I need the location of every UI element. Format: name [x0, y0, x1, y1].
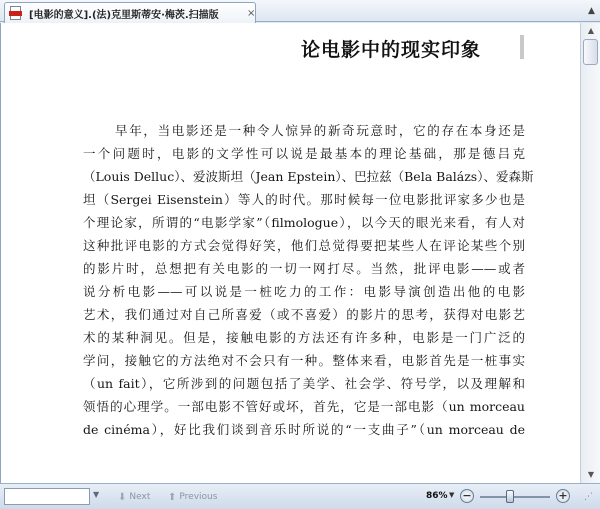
text-line: 领悟的心理学。一部电影不管好或坏，首先，它是一部电影（un morceau [83, 399, 525, 414]
scroll-up-icon[interactable]: ▲ [587, 26, 595, 35]
zoom-slider-track[interactable] [480, 496, 550, 498]
title-bar-mark [520, 35, 524, 59]
previous-button[interactable] [168, 489, 217, 505]
zoom-dropdown-icon[interactable]: ▼ [449, 491, 455, 499]
tab-scroll-up-icon[interactable]: ▲ [588, 6, 595, 16]
close-tab-icon[interactable]: × [247, 8, 256, 19]
text-line: 早年，当电影还是一种令人惊异的新奇玩意时，它的存在本身还是 [115, 123, 525, 138]
bottom-toolbar [0, 483, 600, 509]
pdf-document-icon [9, 6, 23, 21]
text-line: 坦（Sergei Eisenstein）等人的时代。那时候每一位电影批评家多少也是 [83, 192, 525, 207]
zoom-level[interactable]: 86% [426, 491, 448, 501]
zoom-in-button[interactable]: + [556, 489, 570, 503]
text-line: 一个问题时，电影的文学性可以说是最基本的理论基础，那是德吕克 [83, 146, 525, 161]
text-line: de cinéma），好比我们谈到音乐时所说的“一支曲子”（un morceau de [83, 422, 525, 437]
next-label: Next [129, 492, 151, 502]
chapter-title: 论电影中的现实印象 [301, 39, 482, 61]
find-input[interactable] [4, 488, 90, 505]
tab-title: [电影的意义].(法)克里斯蒂安·梅茨.扫描版 [29, 9, 219, 21]
document-tab[interactable] [4, 2, 256, 23]
text-line: 个理论家，所谓的“电影学家”（filmologue），以今天的眼光来看，有人对 [83, 215, 525, 230]
previous-label: Previous [179, 492, 218, 502]
text-line: 艺术，我们通过对自己所喜爱（或不喜爱）的影片的思考，获得对电影艺 [83, 307, 525, 322]
scroll-thumb[interactable] [583, 39, 598, 65]
scroll-down-icon[interactable]: ▼ [587, 470, 595, 479]
zoom-out-button[interactable]: − [460, 489, 474, 503]
text-line: 这种批评电影的方式会觉得好笑，他们总觉得要把某些人在评论某些个别 [83, 238, 525, 253]
body-text [83, 119, 534, 441]
vertical-scrollbar[interactable] [580, 23, 600, 483]
document-viewport[interactable] [0, 23, 580, 483]
tab-strip [0, 0, 600, 22]
text-line: 说分析电影——可以说是一桩吃力的工作：电影导演创造出他的电影 [83, 284, 525, 299]
text-line: 术的某种洞见。但是，接触电影的方法还有许多种，电影是一门广泛的 [83, 330, 525, 345]
zoom-slider-thumb[interactable] [506, 490, 514, 503]
text-line: 学问，接触它的方法绝对不会只有一种。整体来看，电影首先是一桩事实 [83, 353, 525, 368]
arrow-up-icon: ⬆ [168, 491, 177, 503]
resize-grip-icon[interactable]: ⋰ [584, 492, 593, 502]
find-dropdown-icon[interactable]: ▼ [93, 490, 100, 499]
next-button[interactable] [118, 489, 150, 505]
text-line: （un fait），它所涉到的问题包括了美学、社会学、符号学，以及理解和 [83, 376, 525, 391]
arrow-down-icon: ⬇ [118, 491, 127, 503]
text-line: （Louis Delluc）、爱波斯坦（Jean Epstein）、巴拉兹（Bela Balázs）、爱森斯 [83, 169, 534, 184]
text-line: 的影片时，总想把有关电影的一切一网打尽。当然，批评电影——或者 [83, 261, 525, 276]
